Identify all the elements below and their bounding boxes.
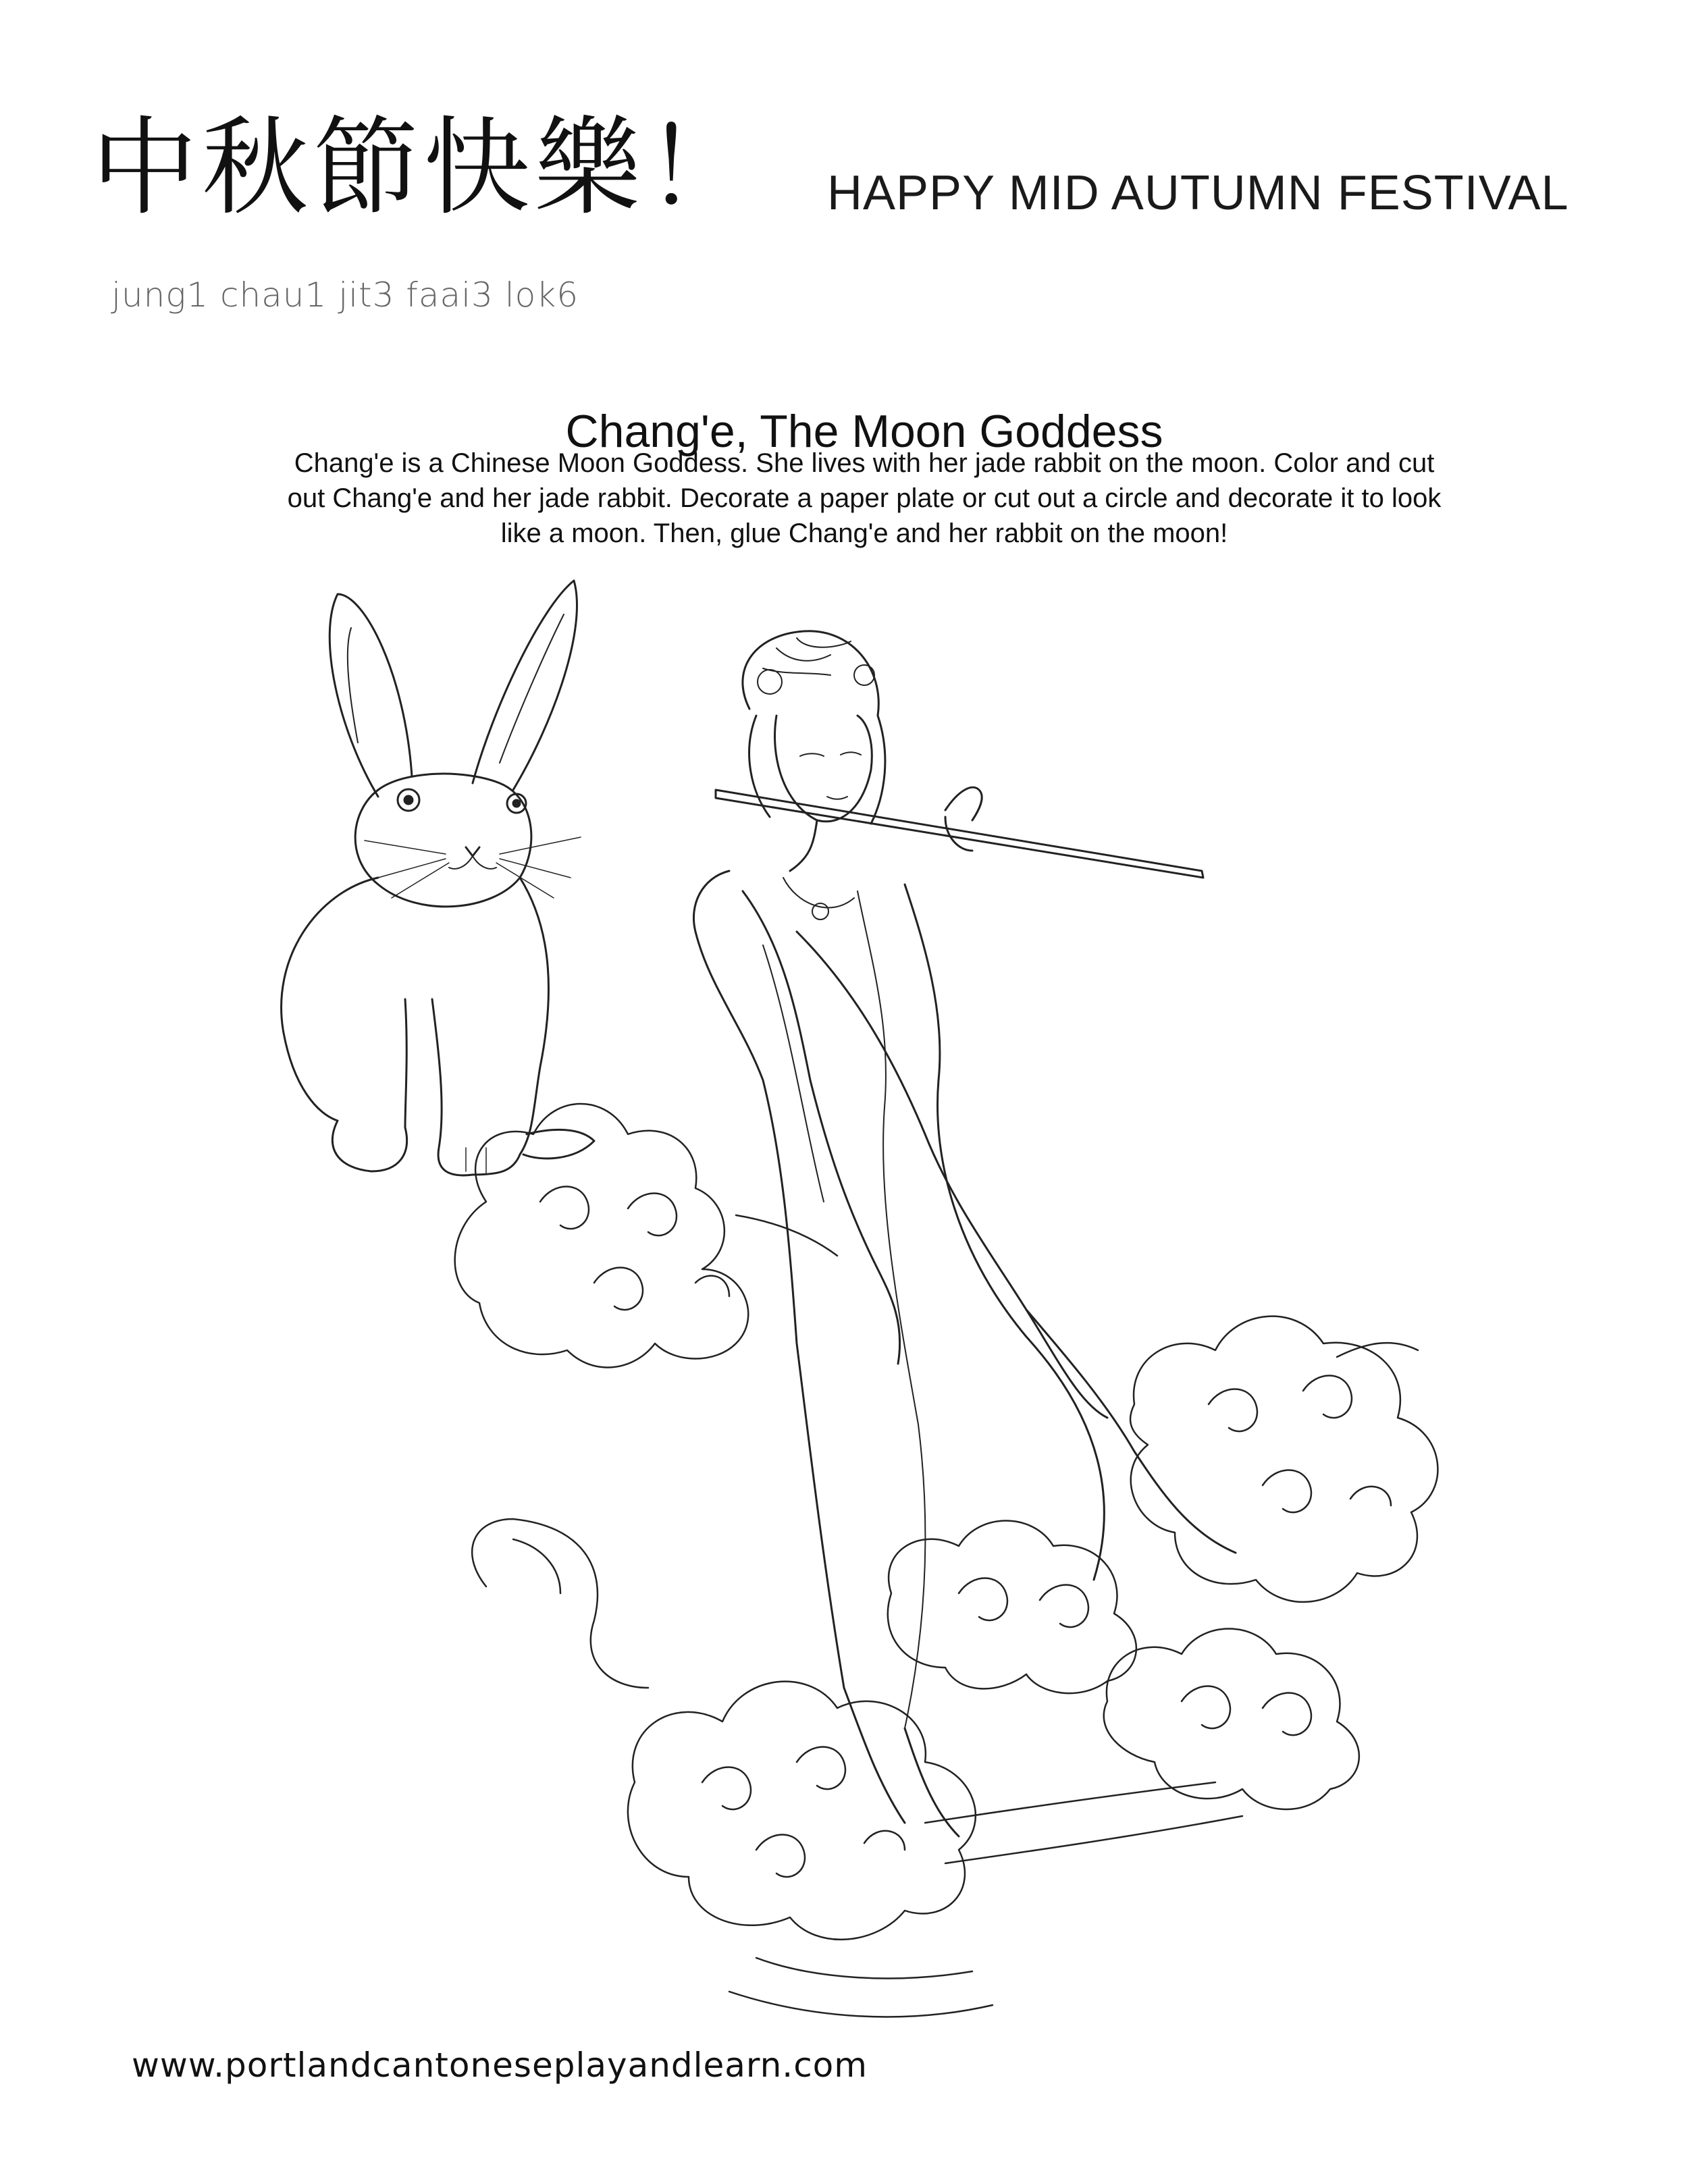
page-title-chinese: 中秋節快樂！ — [91, 106, 756, 230]
cloud-icon — [455, 1104, 1438, 2017]
page-title-english: HAPPY MID AUTUMN FESTIVAL — [827, 166, 1569, 220]
sheet-title: Chang'e, The Moon Goddess — [565, 406, 1163, 457]
website-url: www.portlandcantoneseplayandlearn.com — [132, 2046, 868, 2085]
romanization-text: jung1 chau1 jit3 faai3 lok6 — [111, 275, 579, 315]
moon-goddess-icon — [693, 631, 1236, 1836]
rabbit-icon — [282, 581, 594, 1175]
sheet-description: Chang'e is a Chinese Moon Goddess. She lives with her jade rabbit on the moon. Color and cut out Chang'e and her jade rabbit. Decorate a paper plate or cut out a circle and decorate it to look like a moon. Then, glue Chang'e and her rabbit on the moon! — [287, 448, 1442, 548]
